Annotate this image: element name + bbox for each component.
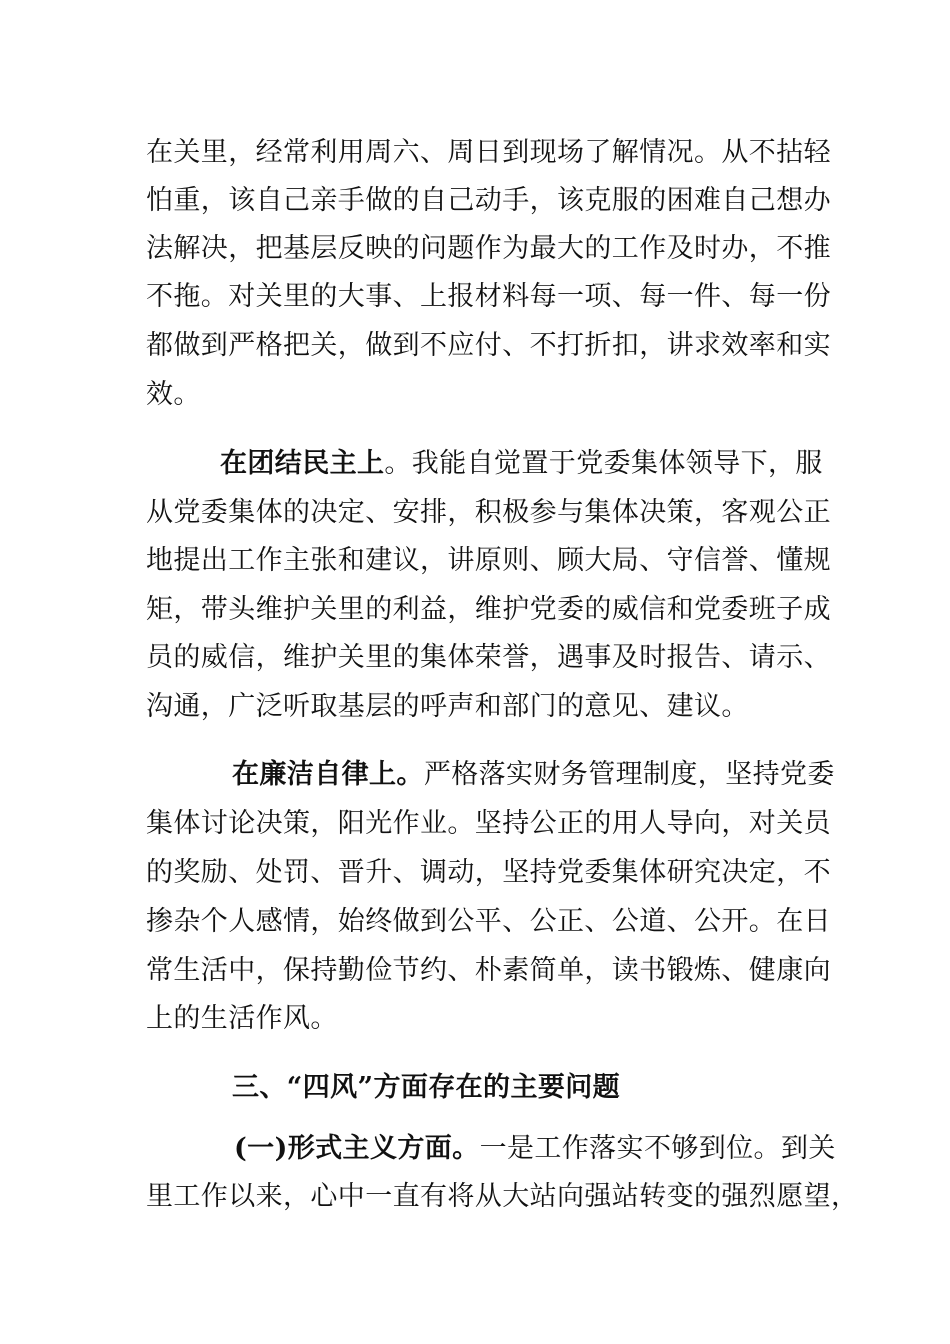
- integrity-lead: 在廉洁自律上。: [232, 759, 424, 790]
- paragraph-1-line-5: 都做到严格把关，做到不应付、不打折扣，讲求效率和实: [146, 330, 831, 361]
- integrity-first-rest: 严格落实财务管理制度，坚持党委: [423, 759, 835, 790]
- integrity-line-2: 集体讨论决策，阳光作业。坚持公正的用人导向，对关员: [146, 808, 831, 839]
- unity-line-4: 矩，带头维护关里的利益，维护党委的威信和党委班子成: [146, 594, 831, 625]
- paragraph-1-line-6: 效。: [146, 379, 201, 410]
- unity-lead: 在团结民主上: [220, 448, 385, 479]
- paragraph-1-line-2: 怕重，该自己亲手做的自己动手，该克服的困难自己想办: [146, 185, 831, 216]
- formalism-first-rest: 一是工作落实不够到位。到关: [479, 1133, 836, 1164]
- integrity-paragraph-first-line: [232, 759, 835, 791]
- integrity-line-5: 常生活中，保持勤俭节约、朴素简单，读书锻炼、健康向: [146, 955, 831, 986]
- formalism-line-2: 里工作以来，心中一直有将从大站向强站转变的强烈愿望，: [146, 1181, 859, 1212]
- formalism-lead: (一)形式主义方面。: [234, 1133, 480, 1164]
- integrity-line-4: 掺杂个人感情，始终做到公平、公正、公道、公开。在日: [146, 906, 831, 937]
- unity-paragraph-first-line: [220, 448, 823, 480]
- unity-line-6: 沟通，广泛听取基层的呼声和部门的意见、建议。: [146, 691, 749, 722]
- section-heading: 三、“四风”方面存在的主要问题: [232, 1072, 621, 1103]
- unity-line-3: 地提出工作主张和建议，讲原则、顾大局、守信誉、懂规: [146, 545, 831, 576]
- paragraph-1-line-4: 不拖。对关里的大事、上报材料每一项、每一件、每一份: [146, 281, 831, 312]
- unity-first-rest: 。我能自觉置于党委集体领导下，服: [384, 448, 823, 479]
- paragraph-1-line-1: 在关里，经常利用周六、周日到现场了解情况。从不拈轻: [146, 137, 831, 168]
- paragraph-1-line-3: 法解决，把基层反映的问题作为最大的工作及时办，不推: [146, 233, 831, 264]
- unity-line-2: 从党委集体的决定、安排，积极参与集体决策，客观公正: [146, 497, 831, 528]
- unity-line-5: 员的威信，维护关里的集体荣誉，遇事及时报告、请示、: [146, 642, 831, 673]
- formalism-paragraph-first-line: [234, 1133, 836, 1165]
- integrity-line-6: 上的生活作风。: [146, 1003, 338, 1034]
- integrity-line-3: 的奖励、处罚、晋升、调动，坚持党委集体研究决定，不: [146, 857, 831, 888]
